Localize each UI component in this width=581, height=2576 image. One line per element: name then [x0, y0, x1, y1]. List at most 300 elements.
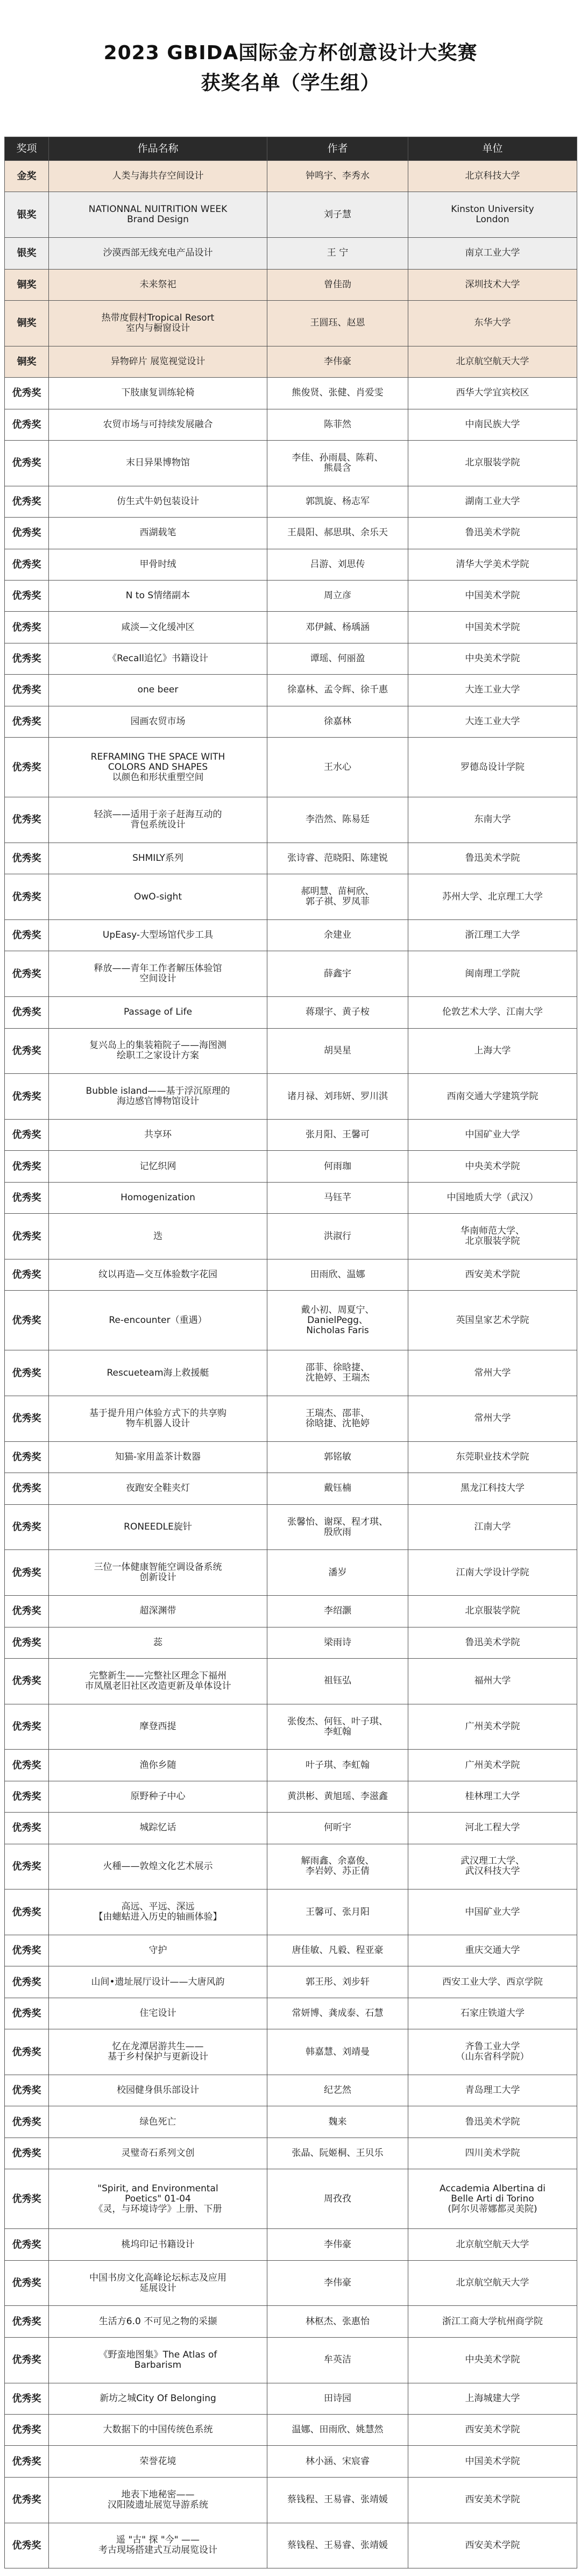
table-row [5, 1214, 577, 1259]
school-cell: 浙江理工大学 [408, 919, 577, 951]
award-cell: 优秀奖 [5, 378, 49, 409]
awards-table [4, 137, 577, 2568]
author-cell: 周孜孜 [267, 2169, 408, 2229]
award-cell: 银奖 [5, 238, 49, 269]
school-cell: 苏州大学、北京理工大学 [408, 874, 577, 920]
author-cell: 胡昊星 [267, 1028, 408, 1074]
work-title-cell: 西湖载笔 [49, 518, 267, 549]
award-cell: 优秀奖 [5, 2138, 49, 2169]
award-cell: 优秀奖 [5, 2446, 49, 2477]
school-cell: 上海大学 [408, 1028, 577, 1074]
author-cell: 张馨怡、谢琛、程才琪、 殷欣雨 [267, 1504, 408, 1550]
table-row [5, 2229, 577, 2260]
author-cell: 刘子慧 [267, 192, 408, 238]
table-row [5, 1596, 577, 1627]
author-cell: 王馨可、张月阳 [267, 1889, 408, 1935]
work-title-cell: 甲骨时绒 [49, 549, 267, 580]
award-cell: 银奖 [5, 192, 49, 238]
author-cell: 马钰芊 [267, 1182, 408, 1213]
table-row [5, 1259, 577, 1290]
award-cell: 优秀奖 [5, 1658, 49, 1704]
school-cell: 福州大学 [408, 1658, 577, 1704]
column-header-work: 作品名称 [49, 137, 267, 161]
author-cell: 蔡钱程、王易睿、张靖媛 [267, 2477, 408, 2523]
work-title-cell: SHMILY系列 [49, 843, 267, 874]
award-cell: 优秀奖 [5, 1473, 49, 1504]
school-cell: 鲁迅美术学院 [408, 1627, 577, 1658]
table-row [5, 2075, 577, 2106]
school-cell: 北京服装学院 [408, 1596, 577, 1627]
school-cell: 重庆交通大学 [408, 1935, 577, 1966]
work-title-cell: 超深渊带 [49, 1596, 267, 1627]
table-row [5, 1935, 577, 1966]
table-row [5, 2337, 577, 2383]
school-cell: Kinston University London [408, 192, 577, 238]
page-title: 2023 GBIDA国际金方杯创意设计大奖赛 [103, 42, 478, 64]
author-cell: 洪淑行 [267, 1214, 408, 1259]
school-cell: 英国皇家艺术学院 [408, 1291, 577, 1350]
work-title-cell: 基于提升用户体验方式下的共享购 物车机器人设计 [49, 1396, 267, 1442]
table-row [5, 874, 577, 920]
work-title-cell: 原野种子中心 [49, 1781, 267, 1812]
table-row [5, 269, 577, 300]
award-cell: 优秀奖 [5, 1781, 49, 1812]
award-cell: 优秀奖 [5, 440, 49, 486]
school-cell: 四川美术学院 [408, 2138, 577, 2169]
award-cell: 优秀奖 [5, 2075, 49, 2106]
author-cell: 常妍博、龚成泰、石慧 [267, 1998, 408, 2029]
award-cell: 优秀奖 [5, 2415, 49, 2446]
school-cell: 武汉理工大学、 武汉科技大学 [408, 1844, 577, 1889]
table-row [5, 997, 577, 1028]
table-row [5, 1550, 577, 1596]
table-row [5, 2523, 577, 2568]
author-cell: 邓伊鋮、杨瑀涵 [267, 612, 408, 643]
school-cell: 西安美术学院 [408, 2415, 577, 2446]
school-cell: 西安美术学院 [408, 2477, 577, 2523]
award-cell: 优秀奖 [5, 2523, 49, 2568]
award-cell: 优秀奖 [5, 1119, 49, 1150]
work-title-cell: UpEasy-大型场馆代步工具 [49, 919, 267, 951]
work-title-cell: 未来祭祀 [49, 269, 267, 300]
author-cell: 蔡钱程、王易睿、张靖媛 [267, 2523, 408, 2568]
work-title-cell: Rescueteam海上救援艇 [49, 1350, 267, 1396]
award-cell: 优秀奖 [5, 2229, 49, 2260]
work-title-cell: OwO-sight [49, 874, 267, 920]
award-cell: 铜奖 [5, 300, 49, 346]
work-title-cell: 完整新生——完整社区理念下福州 市凤凰老旧社区改造更新及单体设计 [49, 1658, 267, 1704]
award-cell: 优秀奖 [5, 2029, 49, 2075]
award-cell: 优秀奖 [5, 1935, 49, 1966]
author-cell: 徐嘉林 [267, 706, 408, 737]
award-cell: 优秀奖 [5, 1074, 49, 1120]
work-title-cell: 迭 [49, 1214, 267, 1259]
award-cell: 优秀奖 [5, 2477, 49, 2523]
table-row [5, 2260, 577, 2306]
table-row [5, 192, 577, 238]
work-title-cell: 夜跑安全鞋夹灯 [49, 1473, 267, 1504]
table-row [5, 1627, 577, 1658]
school-cell: 桂林理工大学 [408, 1781, 577, 1812]
school-cell: 上海城建大学 [408, 2383, 577, 2414]
award-cell: 优秀奖 [5, 1259, 49, 1290]
work-title-cell: 新坊之城City Of Belonging [49, 2383, 267, 2414]
school-cell: 中国美术学院 [408, 580, 577, 611]
author-cell: 叶子琪、李虹翰 [267, 1750, 408, 1781]
school-cell: 常州大学 [408, 1350, 577, 1396]
table-row [5, 2446, 577, 2477]
column-header-author: 作者 [267, 137, 408, 161]
work-title-cell: 住宅设计 [49, 1998, 267, 2029]
award-cell: 优秀奖 [5, 706, 49, 737]
author-cell: 何雨珈 [267, 1151, 408, 1182]
table-row [5, 1998, 577, 2029]
work-title-cell: 中国书房文化高峰论坛标志及应用 延展设计 [49, 2260, 267, 2306]
table-row [5, 951, 577, 997]
school-cell: 中央美术学院 [408, 2337, 577, 2383]
table-row [5, 1396, 577, 1442]
school-cell: 罗德岛设计学院 [408, 738, 577, 797]
table-row [5, 706, 577, 737]
table-row [5, 612, 577, 643]
author-cell: 诸月禄、刘玮妍、罗川淇 [267, 1074, 408, 1120]
table-row [5, 1182, 577, 1213]
school-cell: 清华大学美术学院 [408, 549, 577, 580]
page-header [0, 0, 581, 137]
work-title-cell: 三位一体健康智能空调设备系统 创新设计 [49, 1550, 267, 1596]
school-cell: 大连工业大学 [408, 675, 577, 706]
author-cell: 李绍灏 [267, 1596, 408, 1627]
school-cell: 大连工业大学 [408, 706, 577, 737]
table-body [5, 161, 577, 2568]
author-cell: 李伟豪 [267, 2229, 408, 2260]
award-cell: 优秀奖 [5, 797, 49, 843]
work-title-cell: 咸淡—文化缓冲区 [49, 612, 267, 643]
author-cell: 王晨阳、郝思琪、余乐天 [267, 518, 408, 549]
school-cell: 东华大学 [408, 300, 577, 346]
school-cell: 中国矿业大学 [408, 1889, 577, 1935]
award-cell: 优秀奖 [5, 1350, 49, 1396]
work-title-cell: 人类与海共存空间设计 [49, 161, 267, 192]
award-cell: 优秀奖 [5, 643, 49, 674]
work-title-cell: 热带度假村Tropical Resort 室内与橱窗设计 [49, 300, 267, 346]
work-title-cell: 山间•遗址展厅设计——大唐风韵 [49, 1966, 267, 1998]
table-row [5, 161, 577, 192]
school-cell: 中国美术学院 [408, 2446, 577, 2477]
work-title-cell: 荣誉花境 [49, 2446, 267, 2477]
table-row [5, 843, 577, 874]
author-cell: 张晶、阮姬桐、王贝乐 [267, 2138, 408, 2169]
author-cell: 祖钰弘 [267, 1658, 408, 1704]
award-cell: 优秀奖 [5, 1704, 49, 1750]
author-cell: 熊俊贤、张健、肖爱雯 [267, 378, 408, 409]
school-cell: 河北工程大学 [408, 1813, 577, 1844]
table-row [5, 1504, 577, 1550]
school-cell: 东南大学 [408, 797, 577, 843]
table-row [5, 2169, 577, 2229]
table-row [5, 1781, 577, 1812]
table-row [5, 1151, 577, 1182]
author-cell: 唐佳敏、凡毅、程亚豪 [267, 1935, 408, 1966]
column-header-school: 单位 [408, 137, 577, 161]
school-cell: 北京科技大学 [408, 161, 577, 192]
award-cell: 优秀奖 [5, 486, 49, 517]
table-row [5, 580, 577, 611]
school-cell: 北京航空航天大学 [408, 2229, 577, 2260]
award-cell: 优秀奖 [5, 1441, 49, 1473]
table-row [5, 378, 577, 409]
work-title-cell: 蕊 [49, 1627, 267, 1658]
table-row [5, 549, 577, 580]
author-cell: 余建业 [267, 919, 408, 951]
author-cell: 李佳、孙雨晨、陈莉、 熊晨含 [267, 440, 408, 486]
author-cell: 周立彦 [267, 580, 408, 611]
author-cell: 郝明慧、苗柯欣、 郭子祺、罗凤菲 [267, 874, 408, 920]
work-title-cell: Bubble island——基于浮沉原理的 海边感官博物馆设计 [49, 1074, 267, 1120]
award-cell: 优秀奖 [5, 1550, 49, 1596]
table-row [5, 1813, 577, 1844]
table-row [5, 2383, 577, 2414]
work-title-cell: 沙漠西部无线充电产品设计 [49, 238, 267, 269]
school-cell: 北京服装学院 [408, 440, 577, 486]
work-title-cell: 末日异果博物馆 [49, 440, 267, 486]
award-cell: 优秀奖 [5, 1998, 49, 2029]
author-cell: 曾佳劭 [267, 269, 408, 300]
work-title-cell: "Spirit, and Environmental Poetics" 01-04 《灵，与环境诗学》上册、下册 [49, 2169, 267, 2229]
award-cell: 优秀奖 [5, 2169, 49, 2229]
award-cell: 优秀奖 [5, 1396, 49, 1442]
author-cell: 何昕宇 [267, 1813, 408, 1844]
award-cell: 优秀奖 [5, 580, 49, 611]
school-cell: 北京航空航天大学 [408, 346, 577, 377]
table-row [5, 1889, 577, 1935]
work-title-cell: 遥 "古" 探 "今" —— 考古现场搭建式互动展览设计 [49, 2523, 267, 2568]
school-cell: 石家庄铁道大学 [408, 1998, 577, 2029]
award-cell: 优秀奖 [5, 1750, 49, 1781]
table-row [5, 2306, 577, 2337]
author-cell: 温娜、田雨欣、姚慧然 [267, 2415, 408, 2446]
work-title-cell: 《Recall追忆》书籍设计 [49, 643, 267, 674]
award-cell: 优秀奖 [5, 919, 49, 951]
school-cell: 鲁迅美术学院 [408, 843, 577, 874]
work-title-cell: 共享环 [49, 1119, 267, 1150]
work-title-cell: 渔你乡随 [49, 1750, 267, 1781]
table-row [5, 2477, 577, 2523]
school-cell: 西安美术学院 [408, 1259, 577, 1290]
author-cell: 郭凯旋、杨志军 [267, 486, 408, 517]
author-cell: 吕游、刘思传 [267, 549, 408, 580]
work-title-cell: 大数据下的中国传统色系统 [49, 2415, 267, 2446]
author-cell: 林小涵、宋宸睿 [267, 2446, 408, 2477]
author-cell: 戴小初、周夏宁、 DanielPegg、 Nicholas Faris [267, 1291, 408, 1350]
work-title-cell: RONEEDLE旋针 [49, 1504, 267, 1550]
table-row [5, 440, 577, 486]
work-title-cell: Re-encounter（重遇） [49, 1291, 267, 1350]
table-row [5, 1658, 577, 1704]
author-cell: 解雨鑫、余嘉俊、 李岩婷、苏正倩 [267, 1844, 408, 1889]
author-cell: 徐嘉林、孟令辉、徐千惠 [267, 675, 408, 706]
author-cell: 陈菲然 [267, 409, 408, 440]
author-cell: 钟鸣宇、李秀水 [267, 161, 408, 192]
school-cell: 广州美术学院 [408, 1750, 577, 1781]
author-cell: 李浩然、陈易廷 [267, 797, 408, 843]
school-cell: 西南交通大学建筑学院 [408, 1074, 577, 1120]
author-cell: 谭瑶、何丽盈 [267, 643, 408, 674]
award-cell: 优秀奖 [5, 874, 49, 920]
table-row [5, 1750, 577, 1781]
award-cell: 优秀奖 [5, 675, 49, 706]
work-title-cell: 守护 [49, 1935, 267, 1966]
work-title-cell: 仿生式牛奶包装设计 [49, 486, 267, 517]
table-row [5, 1119, 577, 1150]
school-cell: 华南师范大学、 北京服装学院 [408, 1214, 577, 1259]
author-cell: 王 宁 [267, 238, 408, 269]
author-cell: 郭铭敏 [267, 1441, 408, 1473]
school-cell: 深圳技术大学 [408, 269, 577, 300]
author-cell: 纪艺然 [267, 2075, 408, 2106]
work-title-cell: one beer [49, 675, 267, 706]
author-cell: 梁雨诗 [267, 1627, 408, 1658]
author-cell: 薛鑫宇 [267, 951, 408, 997]
award-cell: 优秀奖 [5, 2337, 49, 2383]
table-row [5, 409, 577, 440]
school-cell: 中国矿业大学 [408, 1119, 577, 1150]
table-row [5, 518, 577, 549]
table-row [5, 1350, 577, 1396]
award-cell: 铜奖 [5, 346, 49, 377]
award-cell: 优秀奖 [5, 1151, 49, 1182]
author-cell: 王水心 [267, 738, 408, 797]
author-cell: 牟英洁 [267, 2337, 408, 2383]
award-cell: 优秀奖 [5, 997, 49, 1028]
table-row [5, 1074, 577, 1120]
school-cell: 常州大学 [408, 1396, 577, 1442]
author-cell: 张俊杰、何钰、叶子琪、 李虹翰 [267, 1704, 408, 1750]
award-cell: 优秀奖 [5, 518, 49, 549]
work-title-cell: 轻滨——适用于亲子赶海互动的 背包系统设计 [49, 797, 267, 843]
author-cell: 戴钰楠 [267, 1473, 408, 1504]
award-cell: 优秀奖 [5, 1596, 49, 1627]
author-cell: 田雨欣、温娜 [267, 1259, 408, 1290]
work-title-cell: 复兴岛上的集装箱院子——海图测 绘职工之家设计方案 [49, 1028, 267, 1074]
award-cell: 优秀奖 [5, 409, 49, 440]
table-row [5, 643, 577, 674]
school-cell: 浙江工商大学杭州商学院 [408, 2306, 577, 2337]
school-cell: 鲁迅美术学院 [408, 518, 577, 549]
school-cell: 中南民族大学 [408, 409, 577, 440]
table-row [5, 300, 577, 346]
award-cell: 优秀奖 [5, 1214, 49, 1259]
table-row [5, 738, 577, 797]
work-title-cell: 灵璧奇石系列文创 [49, 2138, 267, 2169]
table-row [5, 238, 577, 269]
school-cell: 湖南工业大学 [408, 486, 577, 517]
author-cell: 田诗园 [267, 2383, 408, 2414]
work-title-cell: N to S情绪副本 [49, 580, 267, 611]
work-title-cell: 火種——敦煌文化艺术展示 [49, 1844, 267, 1889]
award-cell: 优秀奖 [5, 1627, 49, 1658]
school-cell: 西安工业大学、西京学院 [408, 1966, 577, 1998]
school-cell: 中国地质大学（武汉） [408, 1182, 577, 1213]
school-cell: 中央美术学院 [408, 1151, 577, 1182]
school-cell: 闽南理工学院 [408, 951, 577, 997]
work-title-cell: 纹以再造—交互体验数字花园 [49, 1259, 267, 1290]
work-title-cell: Passage of Life [49, 997, 267, 1028]
table-row [5, 1704, 577, 1750]
work-title-cell: 高远、平远、深远 【由蟪蛄进入历史的轴画体验】 [49, 1889, 267, 1935]
author-cell: 蒋璟宇、黄子桉 [267, 997, 408, 1028]
award-cell: 金奖 [5, 161, 49, 192]
award-cell: 优秀奖 [5, 612, 49, 643]
author-cell: 林枢杰、张惠怡 [267, 2306, 408, 2337]
table-row [5, 486, 577, 517]
table-header-row [5, 137, 577, 161]
column-header-award: 奖项 [5, 137, 49, 161]
school-cell: 青岛理工大学 [408, 2075, 577, 2106]
award-cell: 优秀奖 [5, 549, 49, 580]
table-row [5, 2138, 577, 2169]
award-cell: 优秀奖 [5, 951, 49, 997]
award-cell: 优秀奖 [5, 1844, 49, 1889]
school-cell: 西华大学宜宾校区 [408, 378, 577, 409]
table-row [5, 2029, 577, 2075]
award-cell: 优秀奖 [5, 1504, 49, 1550]
author-cell: 李伟豪 [267, 2260, 408, 2306]
school-cell: 中国美术学院 [408, 612, 577, 643]
table-row [5, 1966, 577, 1998]
school-cell: 西安美术学院 [408, 2523, 577, 2568]
work-title-cell: 地表下地秘密—— 汉阳陵遗址展览导游系统 [49, 2477, 267, 2523]
page-subtitle: 获奖名单（学生组） [201, 72, 380, 94]
table-row [5, 1028, 577, 1074]
work-title-cell: 记忆织网 [49, 1151, 267, 1182]
award-cell: 优秀奖 [5, 2106, 49, 2138]
work-title-cell: 释放——青年工作者解压体验馆 空间设计 [49, 951, 267, 997]
work-title-cell: 城踪忆话 [49, 1813, 267, 1844]
table-row [5, 797, 577, 843]
work-title-cell: 桃坞印记书籍设计 [49, 2229, 267, 2260]
work-title-cell: 农贸市场与可持续发展融合 [49, 409, 267, 440]
award-cell: 优秀奖 [5, 2383, 49, 2414]
award-cell: 优秀奖 [5, 843, 49, 874]
author-cell: 李伟豪 [267, 346, 408, 377]
author-cell: 王圆珏、赵恩 [267, 300, 408, 346]
award-cell: 优秀奖 [5, 1889, 49, 1935]
work-title-cell: REFRAMING THE SPACE WITH COLORS AND SHAPES 以颜色和形状重塑空间 [49, 738, 267, 797]
work-title-cell: 知猫-家用盖茶计数器 [49, 1441, 267, 1473]
table-row [5, 1441, 577, 1473]
award-cell: 优秀奖 [5, 1966, 49, 1998]
award-cell: 铜奖 [5, 269, 49, 300]
table-row [5, 2415, 577, 2446]
work-title-cell: 摩登西提 [49, 1704, 267, 1750]
author-cell: 潘岁 [267, 1550, 408, 1596]
work-title-cell: 《野蛮地图集》The Atlas of Barbarism [49, 2337, 267, 2383]
school-cell: 东莞职业技术学院 [408, 1441, 577, 1473]
table-row [5, 1473, 577, 1504]
work-title-cell: 下肢康复训练轮椅 [49, 378, 267, 409]
work-title-cell: 校园健身俱乐部设计 [49, 2075, 267, 2106]
school-cell: 中央美术学院 [408, 643, 577, 674]
work-title-cell: 园画农贸市场 [49, 706, 267, 737]
author-cell: 韩嘉慧、刘靖曼 [267, 2029, 408, 2075]
table-row [5, 1291, 577, 1350]
award-cell: 优秀奖 [5, 738, 49, 797]
school-cell: 江南大学 [408, 1504, 577, 1550]
author-cell: 郭王彤、刘步轩 [267, 1966, 408, 1998]
author-cell: 黄洪彬、黄旭瑶、李滋鑫 [267, 1781, 408, 1812]
school-cell: Accademia Albertina di Belle Arti di Torino (阿尔贝蒂娜都灵美院) [408, 2169, 577, 2229]
